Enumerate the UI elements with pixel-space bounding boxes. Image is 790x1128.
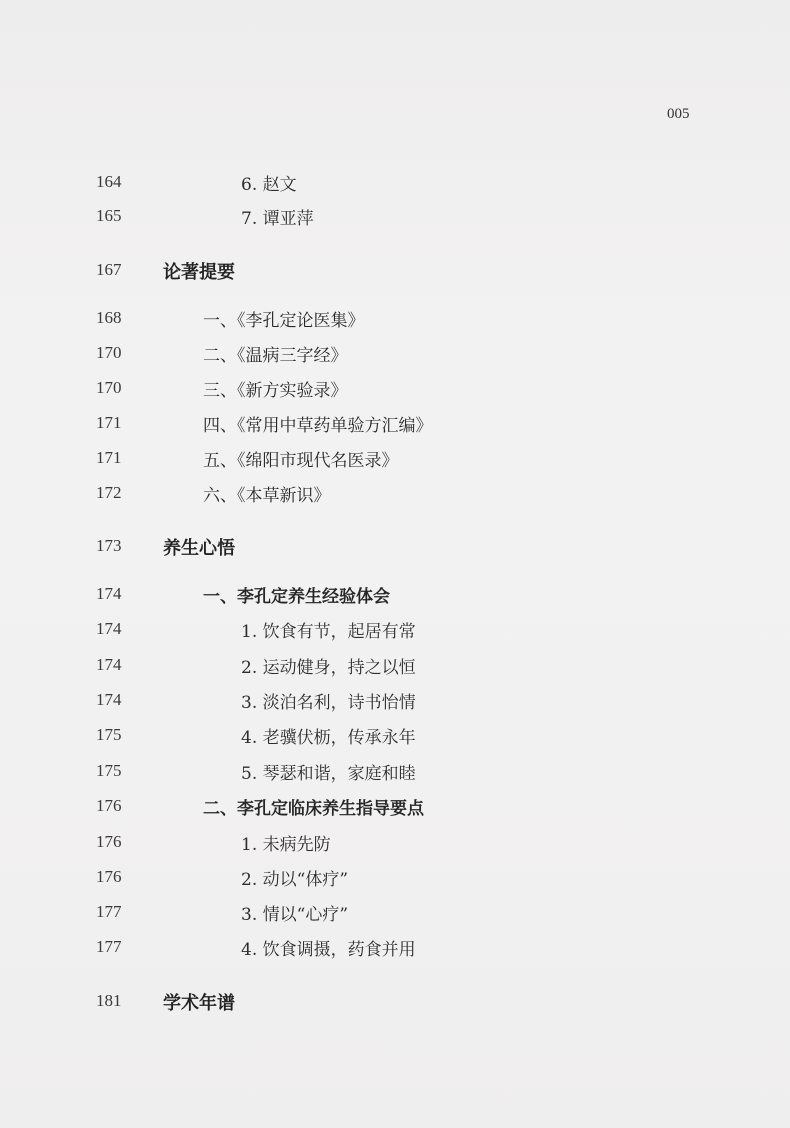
toc-page-number: 171 — [96, 448, 122, 467]
toc-page-number: 181 — [96, 991, 122, 1010]
toc-entry-title: 1. 饮食有节，起居有常 — [241, 622, 416, 642]
toc-entry — [0, 615, 790, 645]
toc-page-number: 170 — [96, 343, 122, 362]
toc-page-number: 176 — [96, 867, 122, 886]
toc-page-number: 168 — [96, 308, 122, 327]
toc-entry-title: 二、《温病三字经》 — [203, 346, 348, 366]
toc-section-title: 养生心悟 — [163, 538, 235, 559]
toc-page-number: 174 — [96, 584, 122, 603]
toc-entry — [0, 863, 790, 893]
toc-entry — [0, 828, 790, 858]
toc-page-number: 173 — [96, 536, 122, 555]
toc-entry-title: 3. 情以“心疗” — [241, 905, 349, 925]
toc-page-number: 174 — [96, 655, 122, 674]
page-number: 005 — [667, 106, 690, 122]
toc-entry — [0, 168, 790, 198]
toc-entry — [0, 651, 790, 681]
toc-entry — [0, 933, 790, 963]
toc-entry-title: 三、《新方实验录》 — [203, 381, 348, 401]
toc-entry — [0, 721, 790, 751]
toc-entry — [0, 580, 790, 610]
toc-entry — [0, 202, 790, 232]
toc-page-number: 170 — [96, 378, 122, 397]
toc-entry-title: 5. 琴瑟和谐，家庭和睦 — [241, 764, 416, 784]
toc-entry-title: 二、李孔定临床养生指导要点 — [203, 799, 424, 819]
toc-entry-title: 6. 赵文 — [241, 175, 297, 195]
toc-entry-title: 2. 运动健身，持之以恒 — [241, 658, 416, 678]
toc-page-number: 174 — [96, 619, 122, 638]
toc-entry-title: 3. 淡泊名利，诗书怡情 — [241, 693, 416, 713]
toc-page-number: 164 — [96, 172, 122, 191]
toc-entry-title: 4. 饮食调摄，药食并用 — [241, 940, 416, 960]
toc-entry-title: 一、《李孔定论医集》 — [203, 311, 365, 331]
toc-entry — [0, 304, 790, 334]
toc-entry — [0, 374, 790, 404]
toc-page-number: 174 — [96, 690, 122, 709]
toc-page-number: 172 — [96, 483, 122, 502]
toc-entry — [0, 757, 790, 787]
toc-page-number: 171 — [96, 413, 122, 432]
toc-entry — [0, 339, 790, 369]
toc-entry — [0, 686, 790, 716]
toc-page-number: 177 — [96, 902, 122, 921]
toc-section-title: 学术年谱 — [163, 993, 235, 1014]
toc-section — [0, 256, 790, 286]
toc-section — [0, 532, 790, 562]
toc-entry — [0, 479, 790, 509]
toc-entry-title: 六、《本草新识》 — [203, 486, 331, 506]
toc-page-number: 175 — [96, 761, 122, 780]
toc-entry-title: 一、李孔定养生经验体会 — [203, 587, 390, 607]
toc-page-number: 175 — [96, 725, 122, 744]
toc-entry-title: 1. 未病先防 — [241, 835, 331, 855]
toc-entry-title: 四、《常用中草药单验方汇编》 — [203, 416, 433, 436]
toc-page-number: 176 — [96, 796, 122, 815]
toc-entry-title: 4. 老骥伏枥，传承永年 — [241, 728, 416, 748]
toc-entry-title: 7. 谭亚萍 — [241, 209, 314, 229]
toc-entry-title: 五、《绵阳市现代名医录》 — [203, 451, 399, 471]
toc-entry — [0, 898, 790, 928]
toc-entry — [0, 444, 790, 474]
toc-page-number: 176 — [96, 832, 122, 851]
toc-entry — [0, 792, 790, 822]
toc-entry-title: 2. 动以“体疗” — [241, 870, 349, 890]
toc-section-title: 论著提要 — [163, 262, 235, 283]
toc-entry — [0, 409, 790, 439]
toc-page-number: 165 — [96, 206, 122, 225]
toc-section — [0, 987, 790, 1017]
toc-page-number: 177 — [96, 937, 122, 956]
toc-page-number: 167 — [96, 260, 122, 279]
